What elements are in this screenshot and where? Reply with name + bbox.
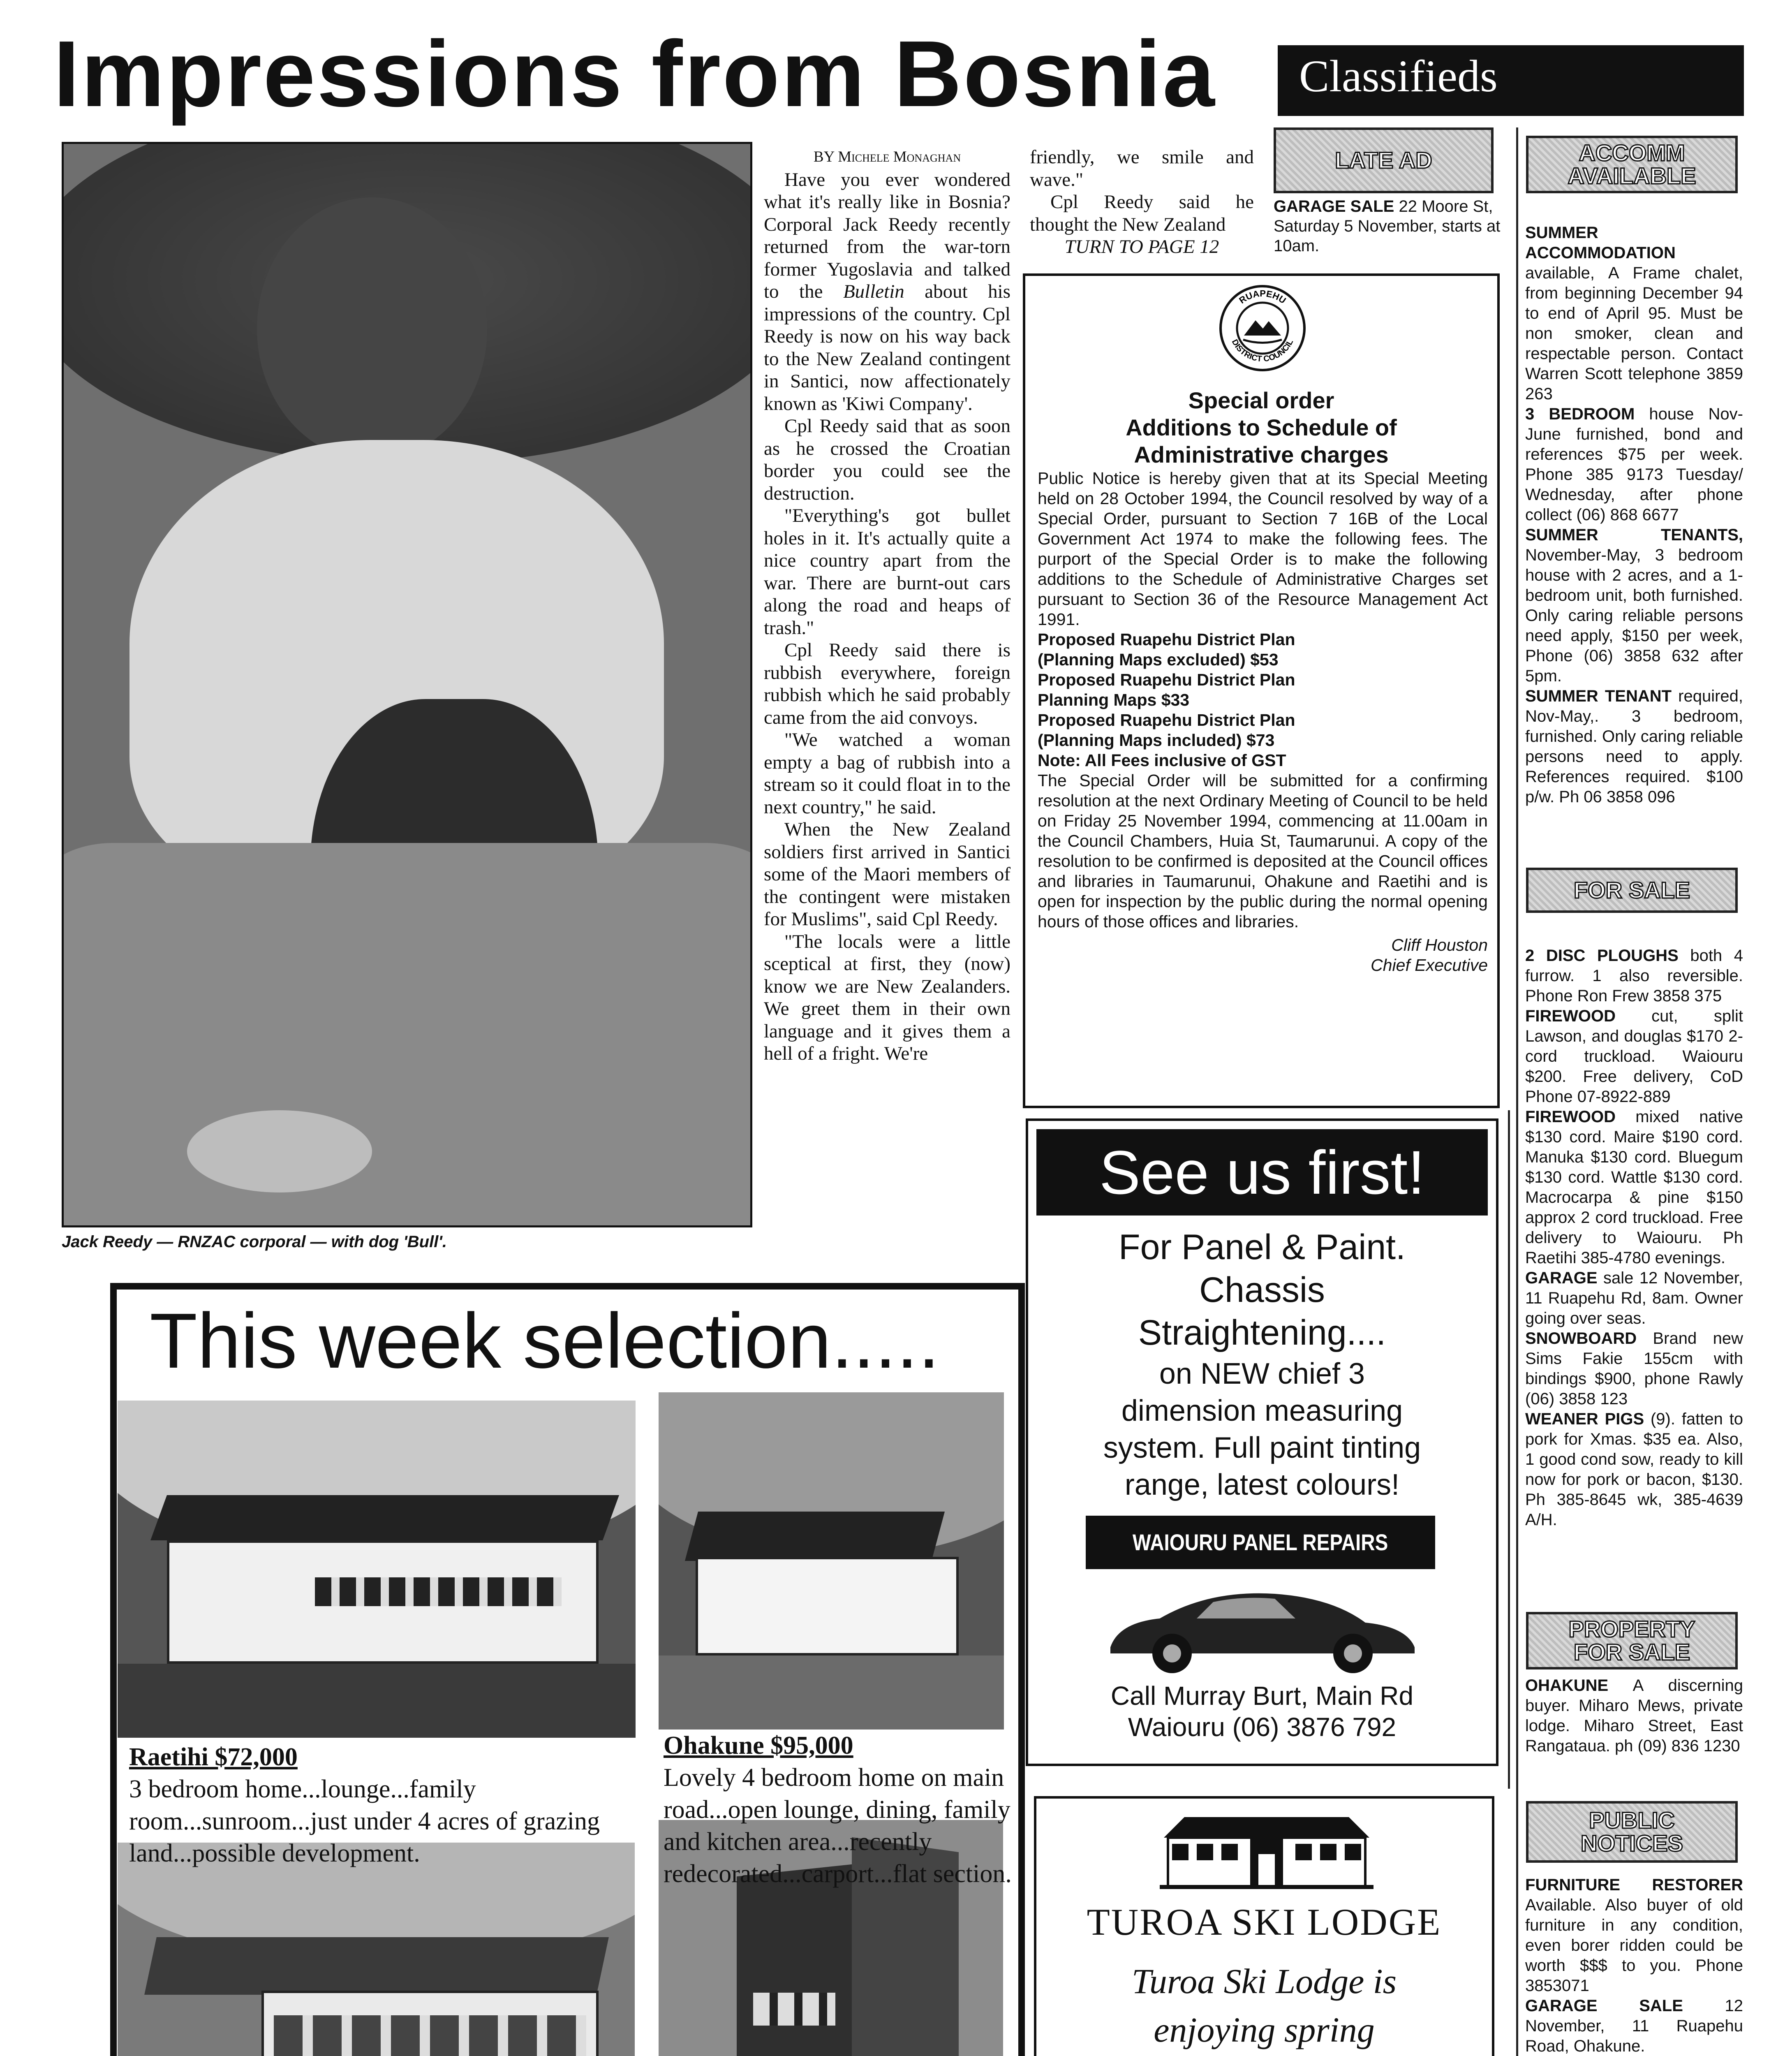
classified-entry bbox=[1525, 1996, 1743, 2056]
listing-place: Raetihi $72,000 bbox=[129, 1743, 298, 1771]
contact-line: Waiouru (06) 3876 792 bbox=[1128, 1712, 1397, 1742]
entry-lead: FURNITURE RESTORER bbox=[1525, 1876, 1743, 1894]
listing-place: Ohakune $95,000 bbox=[664, 1732, 853, 1760]
ad-line: Straightening.... bbox=[1138, 1313, 1386, 1352]
lodge-building-illustration bbox=[1160, 1809, 1373, 1893]
byline-prefix: BY bbox=[813, 148, 834, 165]
article-para: When the New Zealand soldiers first arrived in Santici some of the Maori members of the contingent were mistaken for Muslims", said Cpl Reedy. bbox=[764, 819, 1010, 930]
classified-entry bbox=[1525, 1329, 1743, 1409]
continued-link[interactable]: TURN TO PAGE 12 bbox=[1064, 236, 1219, 257]
house-photo bbox=[118, 1401, 636, 1738]
fee-line: Proposed Ruapehu District Plan bbox=[1038, 670, 1295, 689]
late-ad-text bbox=[1274, 197, 1502, 256]
article-italic: Bulletin bbox=[843, 281, 904, 302]
entry-text: cut, split Lawson, and douglas $170 2-cord truckload. Waiouru $200. Free delivery, CoD Phone 07-8922-889 bbox=[1525, 1007, 1743, 1106]
entry-lead: GARAGE SALE bbox=[1525, 1997, 1683, 2015]
entry-text: A discerning buyer. Miharo Mews, private lodge. Miharo Street, East Rangataua. ph (09) 836 1230 bbox=[1525, 1676, 1743, 1755]
business-name: WAIOURU PANEL REPAIRS bbox=[1133, 1529, 1388, 1555]
fee-line: Proposed Ruapehu District Plan bbox=[1038, 630, 1295, 649]
accomm-label: ACCOMM AVAILABLE bbox=[1526, 136, 1738, 193]
entry-lead: WEANER PIGS bbox=[1525, 1410, 1644, 1428]
script-line: enjoying spring bbox=[1154, 2010, 1375, 2049]
ad-line: on NEW chief 3 bbox=[1159, 1357, 1365, 1390]
ski-lodge-ad bbox=[1034, 1796, 1494, 2056]
classified-entry bbox=[1525, 686, 1743, 807]
entry-lead: SUMMER TENANT bbox=[1525, 687, 1672, 705]
car-illustration bbox=[1102, 1577, 1423, 1678]
entry-lead: 2 DISC PLOUGHS bbox=[1525, 947, 1679, 965]
article-para: Have you ever wondered what it's really like in Bosnia? Corporal Jack Reedy recently returned from the war-torn former Yugoslavia and talked to the bbox=[764, 169, 1010, 302]
classified-entry bbox=[1525, 525, 1743, 686]
house-photo bbox=[659, 1392, 1004, 1730]
soldier-photo bbox=[62, 142, 752, 1227]
article-para: Cpl Reedy said there is rubbish everywhere, foreign rubbish which he said probably came from the aid convoys. bbox=[764, 639, 1010, 728]
article-column-2 bbox=[1030, 146, 1254, 258]
entry-lead: FIREWOOD bbox=[1525, 1108, 1616, 1126]
article-para: "We watched a woman empty a bag of rubbish into a stream so it could float in to the next country," he said. bbox=[764, 729, 1010, 818]
script-line bbox=[1036, 2054, 1492, 2056]
banner-text: See us first! bbox=[1099, 1138, 1425, 1207]
notice-title: Special order bbox=[1188, 387, 1334, 413]
classified-entry bbox=[1525, 1676, 1743, 1756]
entry-text: mixed native $130 cord. Maire $190 cord. Manuka $130 cord. Bluegum $130 cord. Wattle $130 cord. Macrocarpa & pine $150 approx 2 cord truckload. Free delivery to Waiouru. Ph Raetihi 385-4780 evenings. bbox=[1525, 1108, 1743, 1267]
classified-entry bbox=[1525, 946, 1743, 1006]
listing bbox=[664, 1730, 1013, 1890]
for-sale-listings bbox=[1525, 946, 1743, 1530]
for-sale-label: FOR SALE bbox=[1526, 868, 1738, 913]
lodge-name: TUROA SKI LODGE bbox=[1087, 1901, 1442, 1943]
article-para: friendly, we smile and wave." bbox=[1030, 146, 1254, 190]
classified-entry bbox=[1525, 1107, 1743, 1268]
classified-entry bbox=[1525, 223, 1743, 404]
fee-line: Planning Maps $33 bbox=[1038, 690, 1190, 709]
entry-text: 12 November, 11 Ruapehu Road, Ohakune. bbox=[1525, 1997, 1743, 2055]
article-column-1 bbox=[764, 146, 1010, 1065]
headline: Impressions from Bosnia bbox=[53, 22, 1216, 126]
classified-entry bbox=[1525, 1875, 1743, 1996]
entry-lead: GARAGE bbox=[1525, 1269, 1598, 1287]
entry-text: (9). fatten to pork for Xmas. $35 ea. Also, 1 good cond sow, ready to kill now for pork or bacon, $130. Ph 385-8645 wk, 385-4639 A/H. bbox=[1525, 1410, 1743, 1529]
article-para: Cpl Reedy said he thought the New Zealand bbox=[1030, 191, 1254, 235]
byline-name: Michele Monaghan bbox=[838, 148, 961, 165]
classified-entry bbox=[1525, 1268, 1743, 1329]
entry-lead: SUMMER TENANTS, bbox=[1525, 526, 1743, 544]
property-listings bbox=[1525, 1676, 1743, 1756]
late-ad-label: LATE AD bbox=[1274, 127, 1494, 193]
entry-lead: 3 BEDROOM bbox=[1525, 405, 1635, 423]
fee-line: (Planning Maps excluded) $53 bbox=[1038, 650, 1279, 669]
entry-text: Brand new Sims Fakie 155cm with bindings $900, phone Rawly (06) 3858 123 bbox=[1525, 1329, 1743, 1408]
entry-text: available, A Frame chalet, from beginning December 94 to end of April 95. Must be non smoker, clean and respectable person. Contact Warren Scott telephone 3859 263 bbox=[1525, 264, 1743, 403]
public-notices-label: PUBLIC NOTICES bbox=[1526, 1801, 1738, 1863]
ad-line: dimension measuring bbox=[1121, 1394, 1403, 1427]
ad-line: range, latest colours! bbox=[1124, 1468, 1400, 1501]
script-line: Turoa Ski Lodge is bbox=[1131, 1961, 1397, 2001]
listing-desc: Lovely 4 bedroom home on main road...open lounge, dining, family and kitchen area...recently redecorated...carport...flat section. bbox=[664, 1764, 1012, 1888]
notice-body: Public Notice is hereby given that at its Special Meeting held on 28 October 1994, the Council resolved by way of a Special Order, pursuant to Section 7 16B of the Local Government Act 1974 to make the following fees. The purport of the Special Order is to make the following additions to the Schedule of Administrative Charges set pursuant to Section 36 of the Resource Management Act 1991. bbox=[1038, 469, 1488, 629]
entry-text: required, Nov-May,. 3 bedroom, furnished. Only caring reliable persons need to apply. References required. $100 p/w. Ph 06 3858 096 bbox=[1525, 687, 1743, 806]
banner bbox=[1036, 1129, 1488, 1216]
panel-repairs-ad bbox=[1026, 1118, 1498, 1766]
ad-line: system. Full paint tinting bbox=[1103, 1431, 1421, 1464]
signature-title: Chief Executive bbox=[1371, 956, 1488, 975]
entry-text: both 4 furrow. 1 also reversible. Phone Ron Frew 3858 375 bbox=[1525, 947, 1743, 1005]
district-council-seal bbox=[1219, 284, 1307, 373]
signature-name: Cliff Houston bbox=[1391, 935, 1488, 954]
property-label: PROPERTY FOR SALE bbox=[1526, 1612, 1738, 1669]
notice-title: Additions to Schedule of bbox=[1126, 414, 1397, 440]
ad-line: Chassis bbox=[1199, 1270, 1325, 1310]
ad-line: For Panel & Paint. bbox=[1119, 1227, 1406, 1267]
classified-entry bbox=[1525, 404, 1743, 525]
fee-line: Note: All Fees inclusive of GST bbox=[1038, 751, 1286, 770]
entry-lead: SNOWBOARD bbox=[1525, 1329, 1637, 1348]
column-rule bbox=[1516, 127, 1518, 2056]
photo-caption: Jack Reedy — RNZAC corporal — with dog 'Bull'. bbox=[62, 1233, 447, 1251]
realty-title: This week selection..... bbox=[150, 1297, 940, 1385]
article-para: "The locals were a little sceptical at first, they (now) know we are New Zealanders. We greet them in their own language and it gives them a hell of a fright. We're bbox=[764, 931, 1010, 1064]
contact-line: Call Murray Burt, Main Rd bbox=[1110, 1681, 1414, 1711]
accomm-listings bbox=[1525, 223, 1743, 807]
notice-body: The Special Order will be submitted for a confirming resolution at the next Ordinary Meeting of Council to be held on Friday 25 November 1994, commencing at 11.00am in the Council Chambers, Huia St, Taumarunui. A copy of the resolution to be confirmed is deposited at the Council offices and libraries in Taumarunui, Ohakune and Raetihi and is open for inspection by the public during the normal opening hours of those offices and libraries. bbox=[1038, 771, 1488, 931]
column-rule bbox=[1508, 1110, 1510, 1789]
section-header bbox=[1278, 45, 1744, 116]
classified-entry bbox=[1525, 1006, 1743, 1107]
entry-lead: OHAKUNE bbox=[1525, 1676, 1609, 1695]
fee-line: Proposed Ruapehu District Plan bbox=[1038, 711, 1295, 729]
public-notices-listings bbox=[1525, 1875, 1743, 2056]
seal-bottom-text: DISTRICT COUNCIL bbox=[1230, 338, 1295, 364]
notice-title: Administrative charges bbox=[1134, 442, 1389, 468]
article-para: Cpl Reedy said that as soon as he crossed the Croatian border you could see the destruction. bbox=[764, 415, 1010, 504]
article-para: "Everything's got bullet holes in it. It's actually quite a nice country apart from the war. There are burnt-out cars along the road and heaps of trash." bbox=[764, 505, 1010, 639]
section-title: Classifieds bbox=[1299, 51, 1498, 101]
entry-text: November-May, 3 bedroom house with 2 acres, and a 1-bedroom unit, both furnished. Only caring reliable persons need apply, $150 per week, Phone (06) 3858 632 after 5pm. bbox=[1525, 546, 1743, 685]
entry-text: Available. Also buyer of old furniture in any condition, even borer ridden could be worth $$$ to you. Phone 3853071 bbox=[1525, 1896, 1743, 1995]
late-ad-body: 22 Moore St, Saturday 5 November, starts at 10am. bbox=[1274, 197, 1501, 255]
listing bbox=[129, 1741, 643, 1869]
realty-ad bbox=[110, 1283, 1025, 2056]
classified-entry bbox=[1525, 1409, 1743, 1530]
late-ad-lead: GARAGE SALE bbox=[1274, 197, 1394, 215]
listing-desc: 3 bedroom home...lounge...family room...sunroom...just under 4 acres of grazing land...possible development. bbox=[129, 1775, 600, 1867]
entry-text: sale 12 November, 11 Ruapehu Rd, 8am. Owner going over seas. bbox=[1525, 1269, 1743, 1327]
fee-line: (Planning Maps included) $73 bbox=[1038, 731, 1275, 750]
council-notice bbox=[1023, 273, 1500, 1108]
business-banner bbox=[1086, 1516, 1435, 1569]
article-para: about his impressions of the country. Cpl Reedy is now on his way back to the New Zealand contingent in Santici, now affectionately known as 'Kiwi Company'. bbox=[764, 281, 1010, 414]
entry-lead: SUMMER ACCOMMODATION bbox=[1525, 224, 1676, 262]
seal-top-text: RUAPEHU bbox=[1237, 288, 1288, 306]
entry-text: house Nov-June furnished, bond and references $75 per week. Phone 385 9173 Tuesday/ Wednesday, after phone collect (06) 868 6677 bbox=[1525, 405, 1743, 524]
house-photo bbox=[118, 1843, 635, 2056]
entry-lead: FIREWOOD bbox=[1525, 1007, 1616, 1025]
